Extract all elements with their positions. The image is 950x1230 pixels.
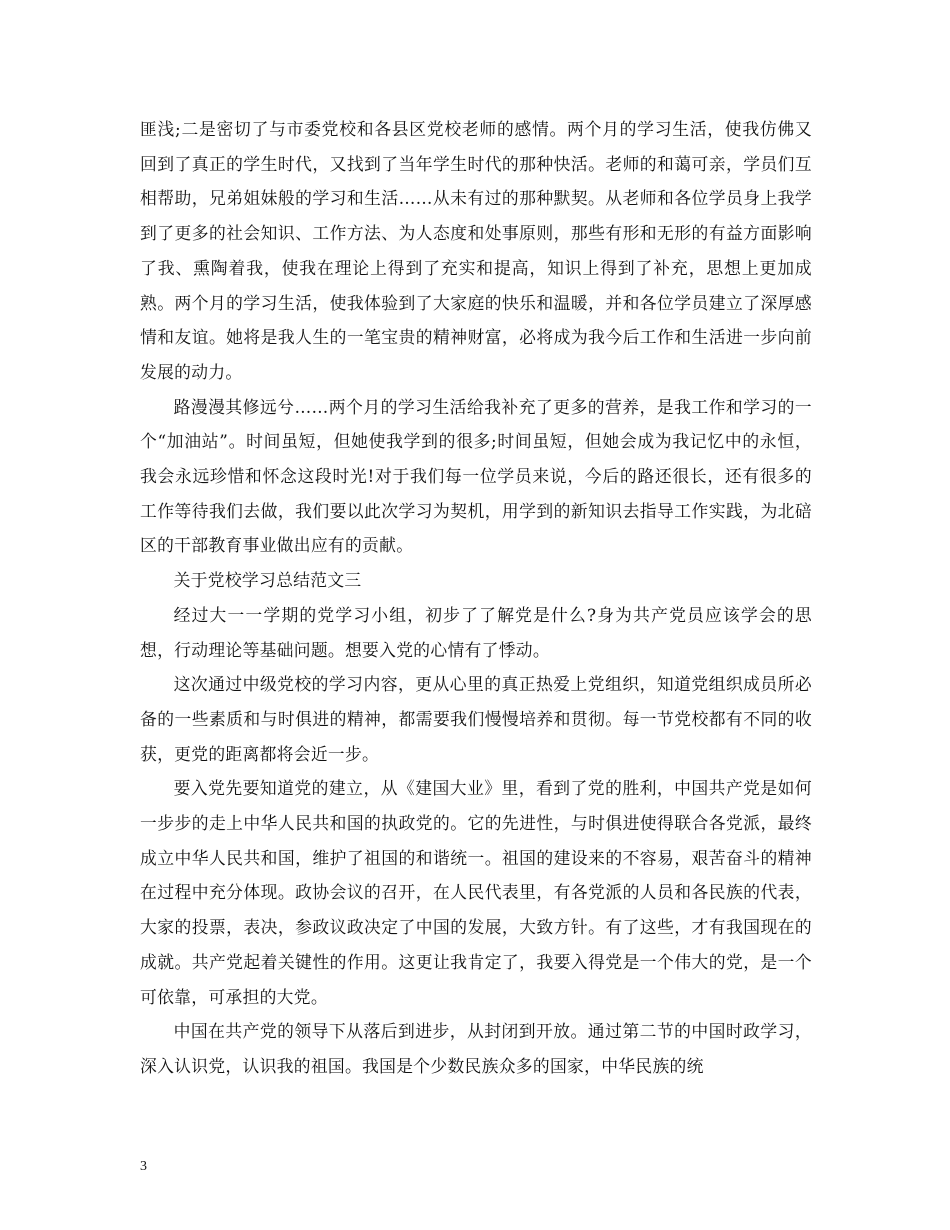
section-heading: 关于党校学习总结范文三 [173, 570, 362, 591]
paragraph-founding-of-party: 要入党先要知道党的建立，从《建国大业》里，看到了党的胜利，中国共产党是如何一步步的走上中华人民共和国的执政党的。它的先进性，与时俱进使得联合各党派，最终成立中华人民共和国，维护了祖国的和谐统一。祖国的建设来的不容易，艰苦奋斗的精神在过程中充分体现。政协会议的召开，在人民代表里，有各党派的人员和各民族的代表，大家的投票，表决，参政议政决定了中国的发展，大致方针。有了这些，才有我国现在的成就。共产党起着关键性的作用。这更让我肯定了，我要入得党是一个伟大的党，是一个可依靠，可承担的大党。 [140, 778, 812, 1007]
document-body [140, 112, 812, 1084]
paragraph-china-under-leadership: 中国在共产党的领导下从落后到进步，从封闭到开放。通过第二节的中国时政学习，深入认识党，认识我的祖国。我国是个少数民族众多的国家，中华民族的统 [140, 1021, 812, 1076]
paragraph-road-ahead: 路漫漫其修远兮……两个月的学习生活给我补充了更多的营养，是我工作和学习的一个“加油站”。时间虽短，但她使我学到的很多;时间虽短，但她会成为我记忆中的永恒，我会永远珍惜和怀念这段时光!对于我们每一位学员来说，今后的路还很长，还有很多的工作等待我们去做，我们要以此次学习为契机，用学到的新知识去指导工作实践，为北碚区的干部教育事业做出应有的贡献。 [140, 396, 812, 556]
page-number: 3 [140, 1159, 147, 1174]
paragraph-intermediate-party-school: 这次通过中级党校的学习内容，更从心里的真正热爱上党组织，知道党组织成员所必备的一些素质和与时俱进的精神，都需要我们慢慢培养和贯彻。每一节党校都有不同的收获，更党的距离都将会近一步。 [140, 674, 812, 764]
paragraph-party-study-group: 经过大一一学期的党学习小组，初步了了解党是什么?身为共产党员应该学会的思想，行动理论等基础问题。想要入党的心情有了悸动。 [140, 604, 812, 660]
paragraph-continuation: 匪浅;二是密切了与市委党校和各县区党校老师的感情。两个月的学习生活，使我仿佛又回到了真正的学生时代，又找到了当年学生时代的那种快活。老师的和蔼可亲，学员们互相帮助，兄弟姐妹般的学习和生活……从未有过的那种默契。从老师和各位学员身上我学到了更多的社会知识、工作方法、为人态度和处事原则，那些有形和无形的有益方面影响了我、熏陶着我，使我在理论上得到了充实和提高，知识上得到了补充，思想上更加成熟。两个月的学习生活，使我体验到了大家庭的快乐和温暖，并和各位学员建立了深厚感情和友谊。她将是我人生的一笔宝贵的精神财富，必将成为我今后工作和生活进一步向前发展的动力。 [140, 119, 812, 382]
